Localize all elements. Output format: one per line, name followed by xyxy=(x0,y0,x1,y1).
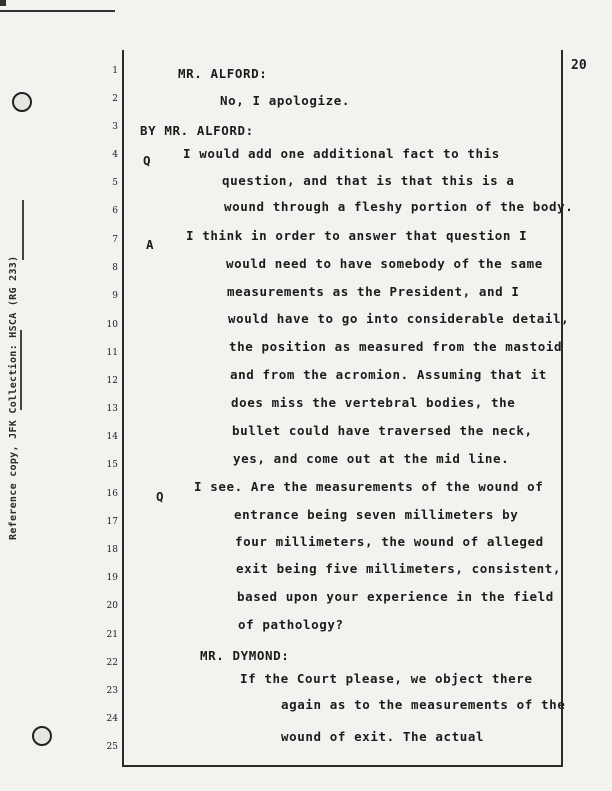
transcript-line: would have to go into considerable detail, xyxy=(228,311,570,326)
line-number: 6 xyxy=(112,206,118,216)
line-number: 2 xyxy=(112,94,118,104)
line-number: 21 xyxy=(106,630,118,640)
line-number: 13 xyxy=(106,404,118,414)
scan-speck xyxy=(22,200,24,260)
speaker-heading: MR. DYMOND: xyxy=(200,648,290,663)
transcript-line: No, I apologize. xyxy=(220,93,351,108)
line-number: 10 xyxy=(106,320,118,330)
punch-hole xyxy=(12,92,32,112)
transcript-line: would need to have somebody of the same xyxy=(226,256,543,271)
transcript-line: based upon your experience in the field xyxy=(237,589,554,604)
transcript-line: If the Court please, we object there xyxy=(240,671,533,686)
transcript-line: entrance being seven millimeters by xyxy=(234,507,519,522)
line-number: 22 xyxy=(106,658,118,668)
line-number: 4 xyxy=(112,150,118,160)
line-number: 20 xyxy=(106,601,118,611)
examiner-heading: BY MR. ALFORD: xyxy=(140,123,254,138)
question-label: Q xyxy=(156,489,164,504)
line-number: 18 xyxy=(106,545,118,555)
line-number: 19 xyxy=(106,573,118,583)
line-number: 23 xyxy=(106,686,118,696)
line-number: 11 xyxy=(106,348,118,358)
transcript-line: I would add one additional fact to this xyxy=(183,146,500,161)
line-number: 17 xyxy=(106,517,118,527)
transcript-line: does miss the vertebral bodies, the xyxy=(231,395,516,410)
line-number: 5 xyxy=(112,178,118,188)
answer-label: A xyxy=(146,237,154,252)
transcript-line: exit being five millimeters, consistent, xyxy=(236,561,562,576)
transcript-line: I see. Are the measurements of the wound of xyxy=(194,479,544,494)
punch-hole xyxy=(32,726,52,746)
transcript-line: measurements as the President, and I xyxy=(227,284,520,299)
line-number: 1 xyxy=(112,66,118,76)
corner-mark xyxy=(0,0,6,6)
scan-speck xyxy=(20,330,22,410)
transcript-line: and from the acromion. Assuming that it xyxy=(230,367,547,382)
transcript-line: the position as measured from the mastoid xyxy=(229,339,563,354)
transcript-line: of pathology? xyxy=(238,617,344,632)
transcript-line: I think in order to answer that question I xyxy=(186,228,528,243)
transcript-line: yes, and come out at the mid line. xyxy=(233,451,510,466)
line-number: 24 xyxy=(106,714,118,724)
transcript-line: wound through a fleshy portion of the body. xyxy=(224,199,574,214)
transcript-line: wound of exit. The actual xyxy=(281,729,485,744)
transcript-line: again as to the measurements of the xyxy=(281,697,566,712)
question-label: Q xyxy=(143,153,151,168)
line-number: 9 xyxy=(112,291,118,301)
line-number: 14 xyxy=(106,432,118,442)
page-number: 20 xyxy=(571,58,587,73)
line-number: 15 xyxy=(106,460,118,470)
line-number: 7 xyxy=(112,235,118,245)
line-number: 3 xyxy=(112,122,118,132)
side-stamp: Reference copy, JFK Collection: HSCA (RG 233) xyxy=(8,255,19,540)
transcript-line: four millimeters, the wound of alleged xyxy=(235,534,544,549)
line-number: 16 xyxy=(106,489,118,499)
transcript-line: question, and that is that this is a xyxy=(222,173,515,188)
top-rule xyxy=(0,10,115,12)
speaker-heading: MR. ALFORD: xyxy=(178,66,268,81)
line-number: 12 xyxy=(106,376,118,386)
line-number: 8 xyxy=(112,263,118,273)
transcript-line: bullet could have traversed the neck, xyxy=(232,423,533,438)
line-number: 25 xyxy=(106,742,118,752)
